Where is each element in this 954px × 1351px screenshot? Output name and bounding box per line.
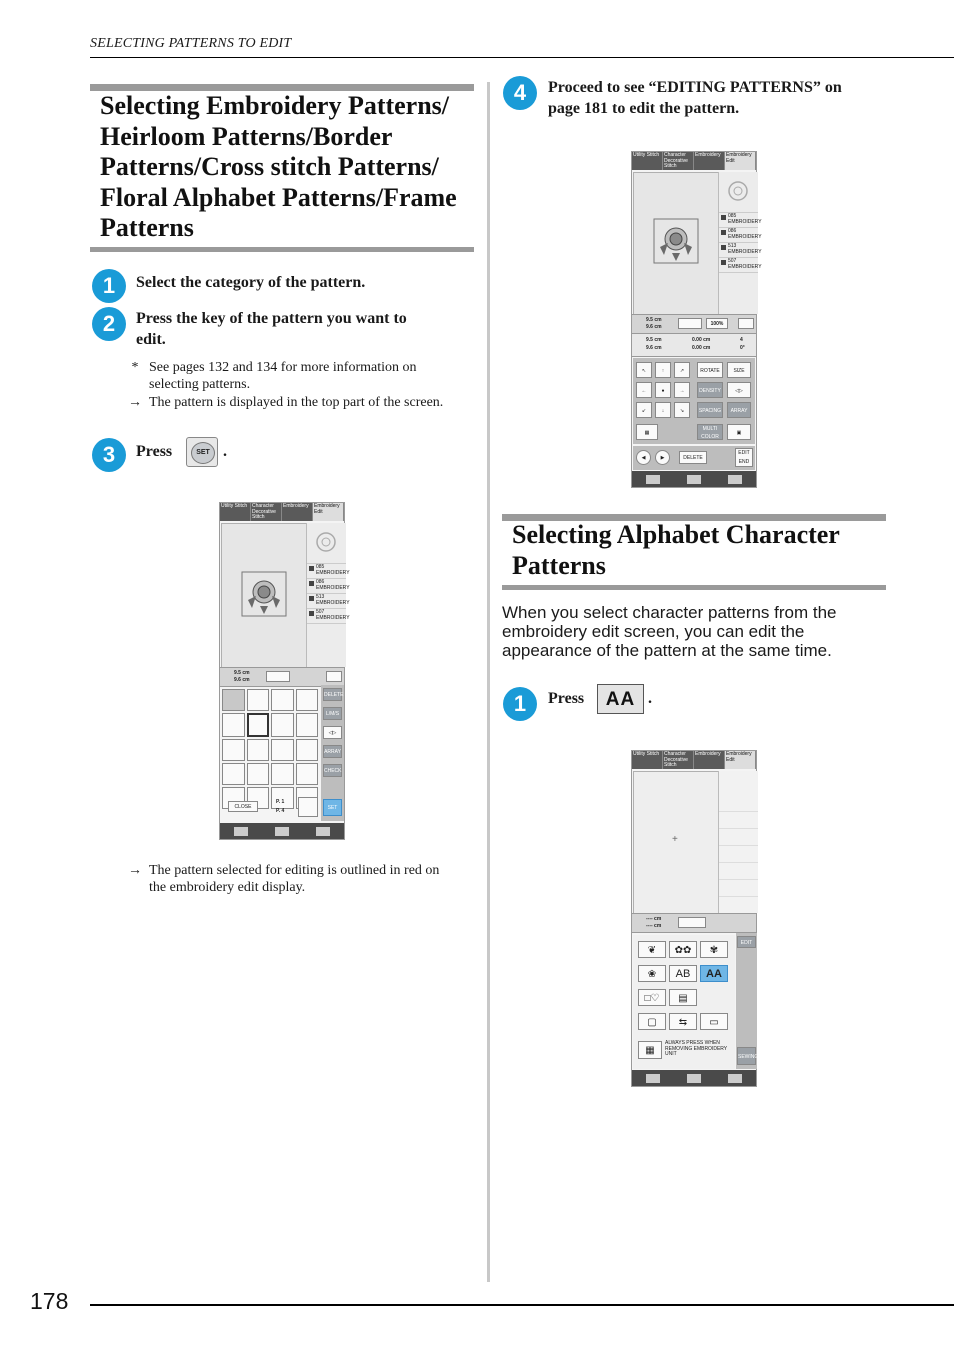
- pattern-key-selected[interactable]: [247, 713, 270, 737]
- side-key-column: [736, 933, 757, 1069]
- thread-row[interactable]: 507 EMBROIDERY: [719, 258, 758, 273]
- title-line: Selecting Embroidery Patterns/: [100, 91, 450, 120]
- memory-key[interactable]: ▤: [669, 989, 697, 1006]
- angle-readout: 0°: [740, 345, 745, 351]
- embroidery-canvas: [633, 172, 719, 316]
- note-outlined-red: [128, 862, 479, 896]
- step-1-period: .: [648, 690, 652, 707]
- rose-outline-icon: [727, 180, 749, 202]
- size-bar: [632, 913, 756, 933]
- close-key[interactable]: CLOSE: [228, 801, 258, 812]
- help-icon[interactable]: [687, 475, 701, 484]
- tab-embroidery-edit[interactable]: Embroidery Edit: [313, 503, 344, 521]
- tab-embroidery[interactable]: Embroidery: [282, 503, 313, 521]
- size-bar: [632, 314, 756, 334]
- manual-icon[interactable]: [234, 827, 248, 836]
- category-keys: [633, 935, 735, 1069]
- manual-icon[interactable]: [646, 475, 660, 484]
- arrow-up-right-key[interactable]: ↗: [674, 362, 690, 378]
- embroidery-canvas: [221, 523, 307, 669]
- frame-pattern-key[interactable]: □♡: [638, 989, 666, 1006]
- settings-icon[interactable]: [728, 475, 742, 484]
- tab-utility-stitch[interactable]: Utility Stitch: [632, 152, 663, 170]
- size-height: 9.5 cm: [234, 670, 250, 676]
- lms-key[interactable]: L/M/S: [323, 707, 342, 720]
- edit-key-panel: [633, 358, 755, 444]
- manual-icon[interactable]: [646, 1074, 660, 1083]
- center-key[interactable]: ●: [655, 382, 671, 398]
- thread-color-list: [306, 523, 350, 667]
- preview-area: [719, 172, 758, 213]
- screen-tabs: [632, 751, 756, 769]
- thread-row[interactable]: 507 EMBROIDERY: [307, 609, 346, 624]
- arrow-up-left-key[interactable]: ↖: [636, 362, 652, 378]
- intro-line: When you select character patterns from the: [502, 603, 837, 622]
- pattern-grid: [222, 689, 318, 809]
- pattern-key[interactable]: [222, 689, 245, 711]
- step-3-text: Press: [136, 443, 173, 460]
- thread-row[interactable]: 513 EMBROIDERY: [719, 243, 758, 258]
- tab-utility-stitch[interactable]: Utility Stitch: [632, 751, 663, 769]
- thread-row[interactable]: 086 EMBROIDERY: [719, 228, 758, 243]
- sewing-key[interactable]: SEWING: [737, 1047, 756, 1065]
- bottom-bar: [632, 471, 756, 487]
- array-key[interactable]: ARRAY: [323, 745, 342, 758]
- pos-height: 9.5 cm: [646, 337, 662, 343]
- spacing-key[interactable]: SPACING: [697, 402, 723, 418]
- thread-row[interactable]: 086 EMBROIDERY: [307, 579, 346, 594]
- settings-icon[interactable]: [316, 827, 330, 836]
- tab-character-stitch[interactable]: Character Decorative Stitch: [251, 503, 282, 521]
- size-key[interactable]: SIZE: [727, 362, 751, 378]
- frame-display-button[interactable]: [266, 671, 290, 682]
- step-2-line: Press the key of the pattern you want to: [136, 310, 407, 327]
- step-4-text: [548, 77, 842, 119]
- bottom-bar: [632, 1070, 756, 1086]
- frame-display-button[interactable]: [678, 318, 702, 329]
- step-3-period: .: [223, 443, 227, 460]
- page-total: P. 4: [276, 808, 285, 814]
- title-line: Selecting Alphabet Character: [512, 520, 840, 549]
- title-line: Floral Alphabet Patterns/Frame: [100, 182, 457, 212]
- step-number-3: 3: [92, 438, 126, 472]
- tab-embroidery[interactable]: Embroidery: [694, 751, 725, 769]
- arrow-left-key[interactable]: ←: [636, 382, 652, 398]
- arrow-down-left-key[interactable]: ↙: [636, 402, 652, 418]
- size-width: ---- cm: [646, 923, 662, 929]
- rose-pattern-icon: [652, 217, 700, 265]
- step-number-2: 2: [92, 307, 126, 341]
- alphabet-button-label: AA: [605, 689, 636, 710]
- title-line: Patterns: [512, 550, 606, 580]
- pattern-key[interactable]: [271, 689, 294, 711]
- title-line: Patterns: [100, 213, 194, 242]
- thread-palette-key[interactable]: ▣: [727, 424, 751, 440]
- pattern-key[interactable]: [247, 763, 270, 785]
- set-button-label: SET: [191, 442, 215, 464]
- help-icon[interactable]: [275, 827, 289, 836]
- note-arrow-mark: →: [128, 863, 142, 878]
- bottom-bar: [220, 823, 344, 839]
- pocket-key[interactable]: ▢: [638, 1013, 666, 1030]
- intro-line: embroidery edit screen, you can edit the: [502, 622, 805, 641]
- help-icon[interactable]: [687, 1074, 701, 1083]
- floral-pattern-key[interactable]: ✾: [700, 941, 728, 958]
- pattern-key[interactable]: [271, 787, 294, 809]
- note-star-mark: *: [131, 360, 139, 375]
- arrow-right-key[interactable]: →: [674, 382, 690, 398]
- alphabet-button-illustration: [597, 684, 644, 714]
- tab-embroidery[interactable]: Embroidery: [694, 152, 725, 170]
- card-reader-key[interactable]: ▭: [700, 1013, 728, 1030]
- thread-row[interactable]: 513 EMBROIDERY: [307, 594, 346, 609]
- pos-width: 9.6 cm: [646, 345, 662, 351]
- remove-unit-key[interactable]: ▦: [638, 1041, 662, 1059]
- pattern-key[interactable]: [222, 713, 245, 737]
- pattern-key[interactable]: [247, 739, 270, 761]
- alphabet-character-key[interactable]: AA: [700, 965, 728, 982]
- memory-button[interactable]: [326, 671, 342, 682]
- floral-alphabet-key[interactable]: AB: [669, 965, 697, 982]
- tab-embroidery-edit[interactable]: Embroidery Edit: [725, 152, 756, 170]
- screen-pattern-selection: [219, 502, 350, 840]
- delete-key[interactable]: DELETE: [323, 688, 342, 701]
- prev-pattern-key[interactable]: ◀: [636, 450, 651, 465]
- section-bar-bottom: [90, 247, 474, 252]
- rose-pattern-icon: [240, 570, 288, 618]
- mirror-key[interactable]: ◁▷: [323, 726, 342, 739]
- embroidery-pattern-key[interactable]: ❦: [638, 941, 666, 958]
- usb-key[interactable]: ⇆: [669, 1013, 697, 1030]
- pattern-key[interactable]: [271, 739, 294, 761]
- header-rule: [90, 57, 954, 58]
- note-arrow-mark: →: [128, 395, 142, 410]
- step-1-text: Select the category of the pattern.: [136, 274, 366, 291]
- thread-color-list-empty: [718, 771, 758, 913]
- side-key-column: [321, 685, 344, 821]
- pattern-key[interactable]: [271, 713, 294, 737]
- step-4-line: page 181 to edit the pattern.: [548, 100, 740, 117]
- page-arrow-key[interactable]: [298, 797, 318, 817]
- rotate-readout: 4: [740, 337, 743, 343]
- cross-stitch-key[interactable]: ❀: [638, 965, 666, 982]
- frame-display-button[interactable]: [678, 917, 706, 928]
- set-key[interactable]: SET: [323, 799, 342, 816]
- running-head: SELECTING PATTERNS TO EDIT: [90, 36, 292, 51]
- pattern-key[interactable]: [247, 689, 270, 711]
- pos-y: 0.00 cm: [692, 345, 711, 351]
- pattern-key[interactable]: [296, 763, 319, 785]
- density-key[interactable]: DENSITY: [697, 382, 723, 398]
- note-line: the embroidery edit display.: [149, 880, 306, 895]
- set-button-illustration: [186, 437, 218, 467]
- step-number-1: 1: [92, 269, 126, 303]
- step-number-4: 4: [503, 76, 537, 110]
- thread-row[interactable]: 085 EMBROIDERY: [719, 213, 758, 228]
- screen-tabs: [220, 503, 344, 521]
- delete-key[interactable]: DELETE: [679, 451, 707, 464]
- thread-color-list: [718, 172, 762, 314]
- edit-key[interactable]: EDIT: [737, 936, 756, 948]
- note-see-pages: [131, 359, 479, 393]
- title-line: Heirloom Patterns/Border: [100, 121, 393, 151]
- note-pattern-displayed: [128, 394, 479, 411]
- tab-embroidery-edit[interactable]: Embroidery Edit: [725, 751, 756, 769]
- array-key[interactable]: ARRAY: [727, 402, 751, 418]
- note-line: selecting patterns.: [149, 377, 251, 392]
- heirloom-pattern-key[interactable]: ✿✿: [669, 941, 697, 958]
- remove-unit-notice: ALWAYS PRESS WHEN REMOVING EMBROIDERY UNIT: [665, 1040, 728, 1057]
- position-bar: [632, 333, 756, 357]
- arrow-down-right-key[interactable]: ↘: [674, 402, 690, 418]
- size-height: 9.5 cm: [646, 317, 662, 323]
- intro-paragraph: [502, 603, 892, 660]
- thread-row[interactable]: 085 EMBROIDERY: [307, 564, 346, 579]
- pattern-key[interactable]: [222, 739, 245, 761]
- intro-line: appearance of the pattern at the same time.: [502, 641, 832, 660]
- rotate-key[interactable]: ROTATE: [697, 362, 723, 378]
- screen-tabs: [632, 152, 756, 170]
- embroidery-canvas-empty: [633, 771, 719, 915]
- column-divider: [487, 82, 490, 1282]
- preview-area: [307, 523, 346, 564]
- settings-icon[interactable]: [728, 1074, 742, 1083]
- pattern-key[interactable]: [222, 763, 245, 785]
- arrow-up-key[interactable]: ↑: [655, 362, 671, 378]
- tab-utility-stitch[interactable]: Utility Stitch: [220, 503, 251, 521]
- size-width: 9.6 cm: [646, 324, 662, 330]
- zoom-button[interactable]: 100%: [706, 318, 728, 329]
- mirror-key[interactable]: ◁▷: [727, 382, 751, 398]
- note-line: The pattern is displayed in the top part of the screen.: [149, 395, 444, 410]
- pattern-key[interactable]: [296, 739, 319, 761]
- tab-character-stitch[interactable]: Character Decorative Stitch: [663, 751, 694, 769]
- step-2-line: edit.: [136, 331, 166, 348]
- footer-rule: [90, 1304, 954, 1306]
- section-bar-top: [90, 84, 474, 91]
- tab-character-stitch[interactable]: Character Decorative Stitch: [663, 152, 694, 170]
- pattern-key[interactable]: [296, 713, 319, 737]
- step-1-press-text: Press: [548, 690, 585, 707]
- arrow-down-key[interactable]: ↓: [655, 402, 671, 418]
- size-width: 9.6 cm: [234, 677, 250, 683]
- edit-end-key[interactable]: EDIT END: [735, 448, 753, 467]
- size-height: ---- cm: [646, 916, 662, 922]
- memory-button[interactable]: [738, 318, 754, 329]
- screen-category-selection: [631, 750, 757, 1087]
- pattern-key[interactable]: [271, 763, 294, 785]
- edit-nav-row: [633, 446, 755, 470]
- note-line: The pattern selected for editing is outlined in red on: [149, 863, 440, 878]
- page-indicator: P. 1: [276, 799, 285, 805]
- section-bar-bottom: [502, 585, 886, 590]
- title-line: Patterns/Cross stitch Patterns/: [100, 152, 439, 181]
- multi-color-key[interactable]: MULTI COLOR: [697, 424, 723, 440]
- next-pattern-key[interactable]: ▶: [655, 450, 670, 465]
- pattern-key[interactable]: [296, 689, 319, 711]
- center-cross-icon: +: [672, 834, 678, 845]
- note-line: See pages 132 and 134 for more information on: [149, 360, 417, 375]
- page-number: 178: [30, 1288, 69, 1314]
- rose-outline-icon: [315, 531, 337, 553]
- check-key[interactable]: CHECK: [323, 764, 342, 777]
- section-title-alphabet: [512, 520, 882, 581]
- step-2-text: [136, 308, 407, 350]
- border-key[interactable]: ▦: [636, 424, 658, 440]
- section-title-embroidery: [100, 91, 480, 244]
- pos-x: 0.00 cm: [692, 337, 711, 343]
- size-bar: [220, 667, 344, 687]
- step-4-line: Proceed to see “EDITING PATTERNS” on: [548, 79, 842, 96]
- step-number-1: 1: [503, 687, 537, 721]
- screen-embroidery-edit: [631, 151, 762, 488]
